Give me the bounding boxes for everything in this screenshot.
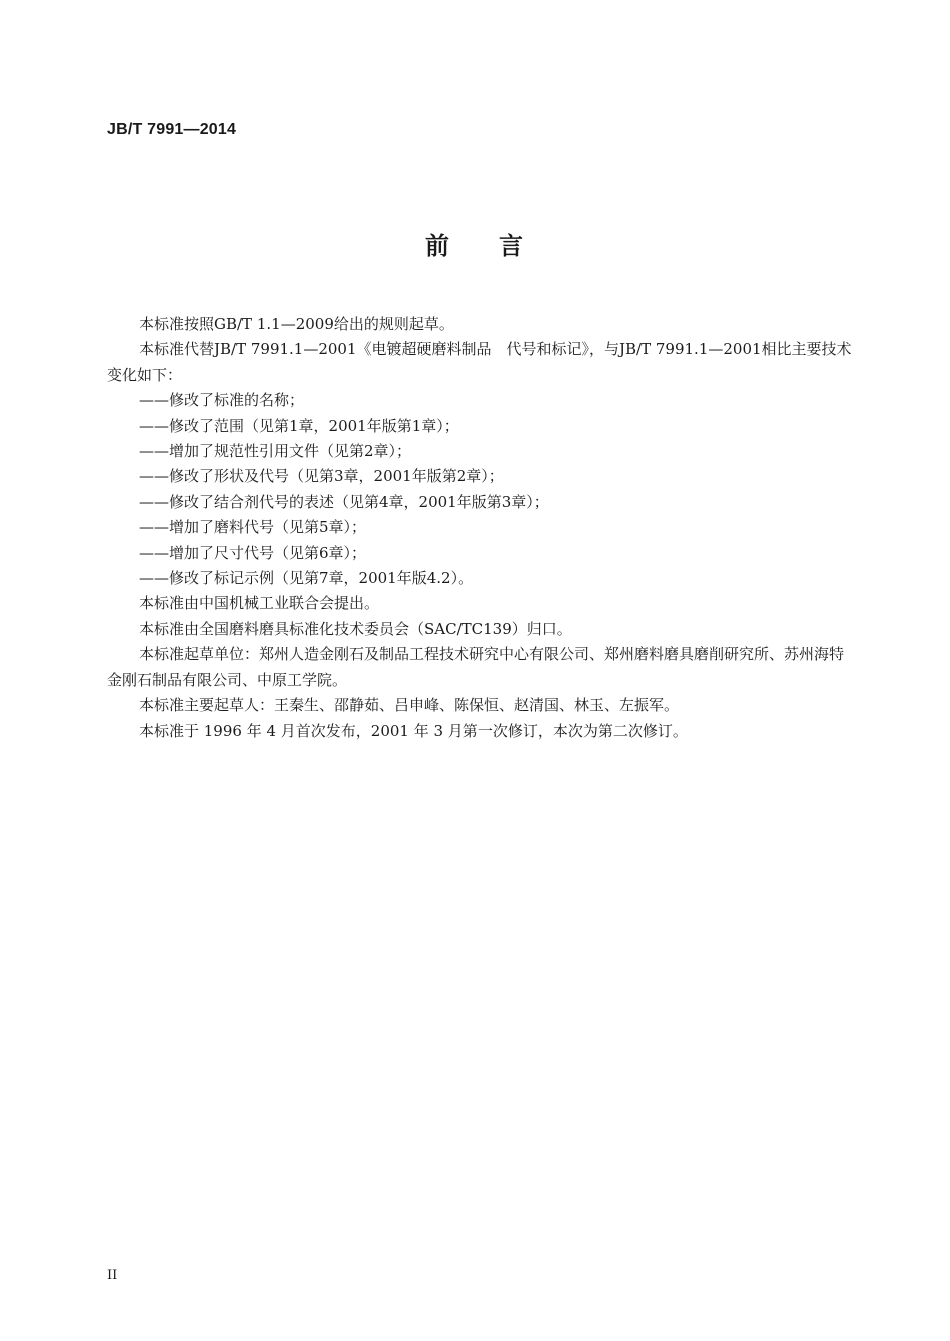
change-item: ——增加了规范性引用文件（见第2章）；: [139, 442, 412, 461]
page-number: II: [107, 1268, 118, 1283]
paragraph-replaces: 本标准代替JB/T 7991.1—2001《电镀超硬磨料制品 代号和标记》，与JB/T 7991.1—2001相比主要技术变化如下：: [107, 340, 852, 384]
change-item: ——增加了磨料代号（见第5章）；: [139, 518, 367, 537]
title-char-1: 前: [425, 232, 451, 260]
change-item: ——修改了形状及代号（见第3章，2001年版第2章）；: [139, 467, 504, 486]
title-char-2: 言: [499, 232, 525, 260]
paragraph-centralized-by: 本标准由全国磨料磨具标准化技术委员会（SAC/TC139）归口。: [139, 619, 572, 638]
paragraph-history: 本标准于 1996 年 4 月首次发布，2001 年 3 月第一次修订，本次为第二次修订。: [139, 721, 688, 740]
paragraph-drafters: 本标准主要起草人：王秦生、邵静茹、吕申峰、陈保恒、赵清国、林玉、左振军。: [139, 696, 680, 715]
paragraph-drafting-units: 本标准起草单位：郑州人造金刚石及制品工程技术研究中心有限公司、郑州磨料磨具磨削研究所、苏州海特金刚石制品有限公司、中原工学院。: [107, 645, 845, 689]
page-title: [0, 226, 950, 261]
paragraph-proposed-by: 本标准由中国机械工业联合会提出。: [139, 594, 380, 613]
change-item: ——修改了标准的名称；: [139, 391, 305, 410]
foreword-body: [107, 312, 852, 744]
change-item: ——修改了结合剂代号的表述（见第4章，2001年版第3章）；: [139, 492, 549, 511]
document-code: JB/T 7991—2014: [107, 121, 237, 138]
change-item: ——修改了范围（见第1章，2001年版第1章）；: [139, 416, 459, 435]
paragraph-drafting-rules: 本标准按照GB/T 1.1—2009给出的规则起草。: [139, 315, 454, 333]
change-item: ——增加了尺寸代号（见第6章）；: [139, 543, 367, 562]
change-item: ——修改了标记示例（见第7章，2001年版4.2）。: [139, 569, 474, 588]
